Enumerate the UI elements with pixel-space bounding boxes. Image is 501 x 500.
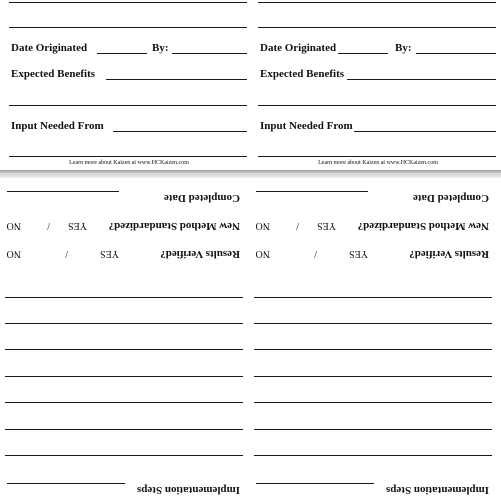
blank-line: [258, 2, 496, 3]
completed-date-field[interactable]: [256, 191, 368, 192]
implementation-steps-field[interactable]: [256, 483, 374, 484]
completed-date-label: Completed Date: [163, 192, 240, 204]
date-originated-field[interactable]: [97, 53, 147, 54]
step-line[interactable]: [5, 323, 243, 324]
blank-line: [258, 156, 496, 157]
no-option[interactable]: NO: [255, 248, 270, 259]
input-needed-from-label: Input Needed From: [260, 120, 353, 132]
date-originated-label: Date Originated: [260, 42, 337, 54]
footer-text: Learn more about Kaizen at www.HCKaizen.com: [318, 160, 438, 166]
no-option[interactable]: NO: [255, 220, 270, 231]
blank-line: [9, 156, 247, 157]
implementation-steps-label: Implementation Steps: [386, 484, 489, 496]
step-line[interactable]: [5, 376, 243, 377]
top-half: [0, 0, 501, 170]
step-line[interactable]: [254, 429, 492, 430]
bottom-half-rotated: [0, 178, 501, 500]
by-field[interactable]: [172, 53, 247, 54]
no-option[interactable]: NO: [6, 248, 21, 259]
expected-benefits-label: Expected Benefits: [11, 68, 96, 80]
blank-line: [258, 27, 496, 28]
new-method-standardized-label: New Method Standardized?: [108, 220, 240, 232]
implementation-steps-field[interactable]: [7, 483, 125, 484]
completed-date-label: Completed Date: [412, 192, 489, 204]
new-method-standardized-label: New Method Standardized?: [357, 220, 489, 232]
footer-text: Learn more about Kaizen at www.HCKaizen.com: [69, 160, 189, 166]
results-verified-label: Results Verified?: [160, 248, 240, 260]
by-label: By:: [395, 42, 412, 54]
input-needed-from-field[interactable]: [354, 131, 496, 132]
bottom-card-right: [252, 178, 492, 500]
by-field[interactable]: [416, 53, 496, 54]
step-line[interactable]: [5, 349, 243, 350]
expected-benefits-field[interactable]: [106, 79, 247, 80]
expected-benefits-label: Expected Benefits: [260, 68, 345, 80]
blank-line: [258, 105, 496, 106]
step-line[interactable]: [254, 376, 492, 377]
expected-benefits-field[interactable]: [347, 79, 496, 80]
step-line[interactable]: [5, 455, 243, 456]
slash-separator: /: [47, 220, 50, 231]
step-line[interactable]: [254, 402, 492, 403]
blank-line: [9, 27, 247, 28]
input-needed-from-label: Input Needed From: [11, 120, 104, 132]
step-line[interactable]: [254, 297, 492, 298]
no-option[interactable]: NO: [6, 220, 21, 231]
date-originated-label: Date Originated: [11, 42, 88, 54]
slash-separator: /: [314, 248, 317, 259]
yes-option[interactable]: YES: [317, 220, 336, 231]
step-line[interactable]: [5, 429, 243, 430]
slash-separator: /: [65, 248, 68, 259]
yes-option[interactable]: YES: [100, 248, 119, 259]
step-line[interactable]: [254, 455, 492, 456]
input-needed-from-field[interactable]: [113, 131, 247, 132]
slash-separator: /: [296, 220, 299, 231]
yes-option[interactable]: YES: [349, 248, 368, 259]
blank-line: [9, 2, 247, 3]
step-line[interactable]: [5, 297, 243, 298]
step-line[interactable]: [5, 402, 243, 403]
bottom-card-left: [3, 178, 243, 500]
step-line[interactable]: [254, 323, 492, 324]
completed-date-field[interactable]: [7, 191, 119, 192]
page-fold-divider: [0, 170, 501, 178]
top-card-left: [9, 0, 249, 170]
results-verified-label: Results Verified?: [409, 248, 489, 260]
implementation-steps-label: Implementation Steps: [137, 484, 240, 496]
blank-line: [9, 105, 247, 106]
date-originated-field[interactable]: [338, 53, 388, 54]
top-card-right: [258, 0, 498, 170]
step-line[interactable]: [254, 349, 492, 350]
by-label: By:: [152, 42, 169, 54]
yes-option[interactable]: YES: [68, 220, 87, 231]
